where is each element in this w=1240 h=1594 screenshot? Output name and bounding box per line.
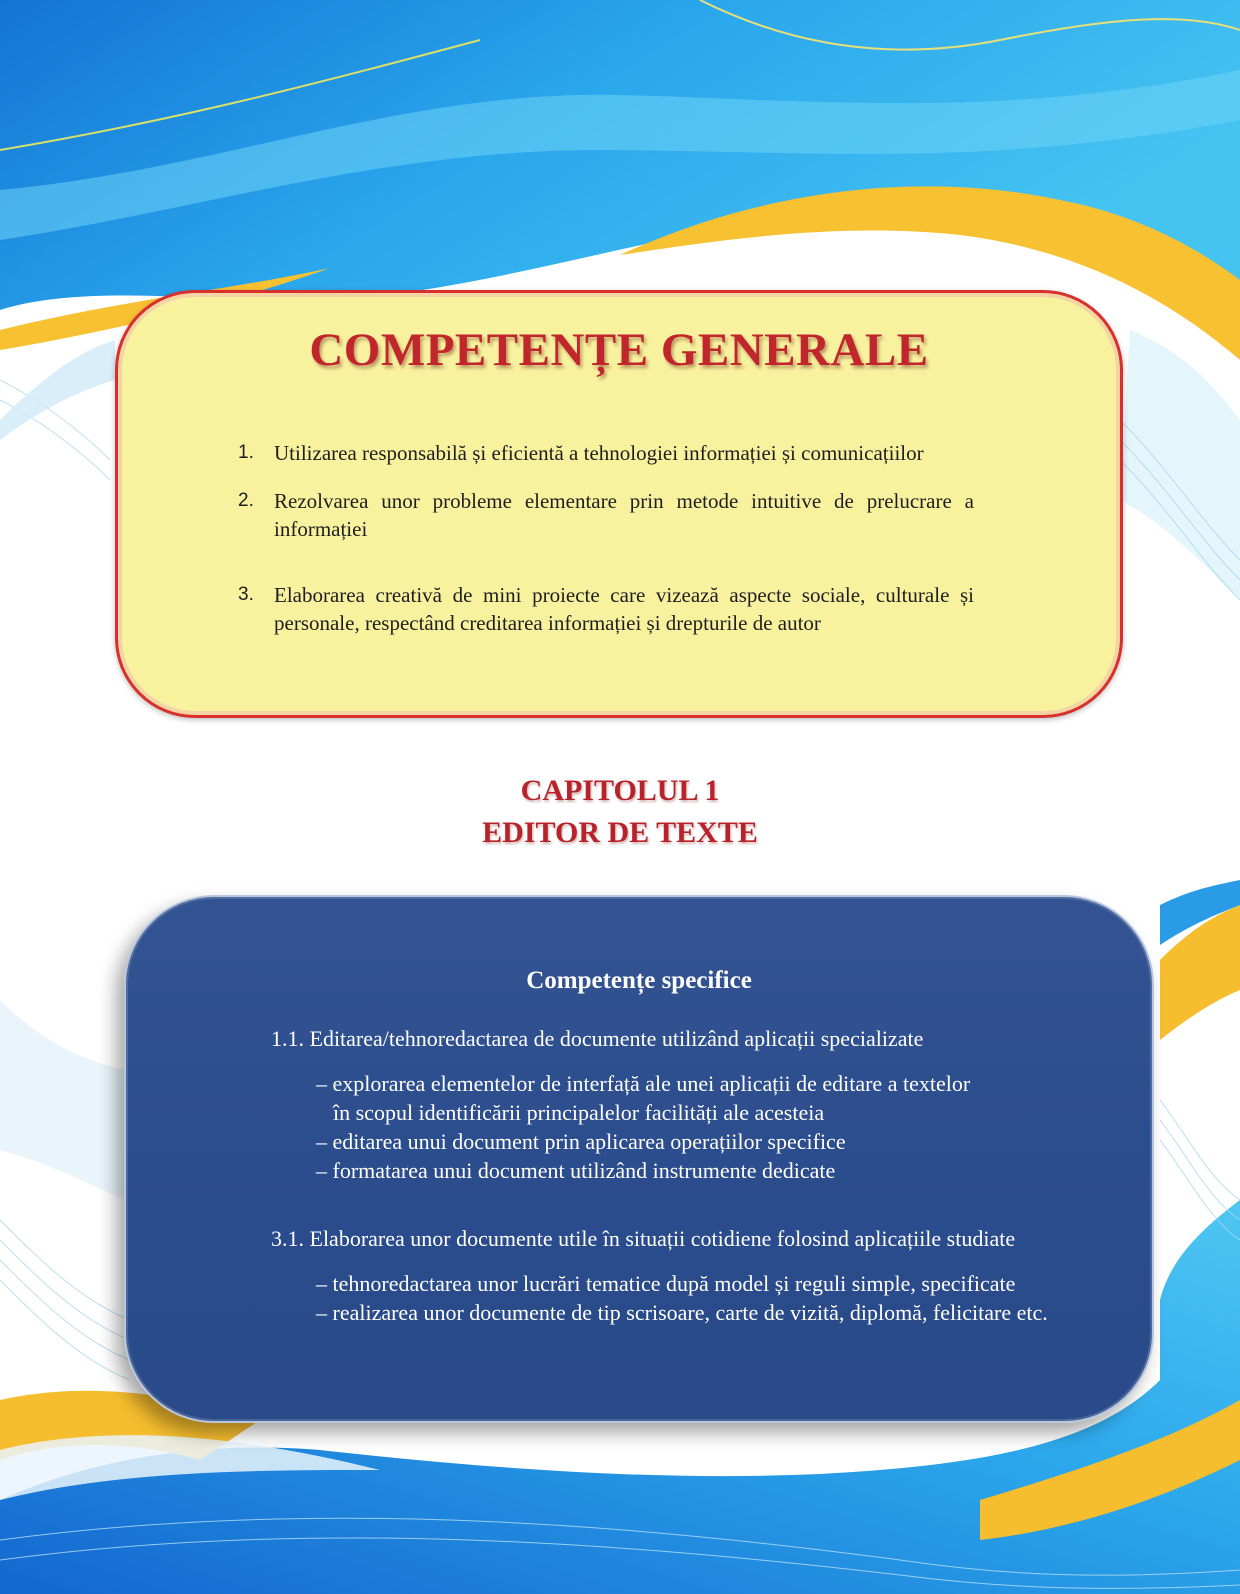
- list-item-number: 1.: [238, 442, 254, 463]
- list-item: [234, 487, 974, 543]
- list-item-text: Elaborarea creativă de mini proiecte care vizează aspecte sociale, culturale și personale, respectând creditarea informației și drepturile de autor: [274, 583, 974, 635]
- chapter-title: EDITOR DE TEXTE: [482, 816, 758, 849]
- detail-line: – formatarea unui document utilizând instrumente dedicate: [316, 1158, 836, 1183]
- general-competences-title: COMPETENȚE GENERALE: [309, 324, 929, 376]
- detail-line: – tehnoredactarea unor lucrări tematice după model și reguli simple, specificate: [316, 1271, 1016, 1296]
- specific-competences-title: Competențe specifice: [526, 967, 752, 994]
- detail-line: – explorarea elementelor de interfață ale unei aplicații de editare a textelor: [316, 1071, 971, 1096]
- general-competences-list: [234, 439, 974, 637]
- detail-line: – realizarea unor documente de tip scrisoare, carte de vizită, diplomă, felicitare etc.: [316, 1300, 1048, 1325]
- specific-competence-details: [316, 1069, 1146, 1185]
- specific-competences-panel: [124, 895, 1154, 1423]
- detail-line: – editarea unui document prin aplicarea operațiilor specifice: [316, 1129, 846, 1154]
- detail-line: în scopul identificării principalelor facilități ale acesteia: [333, 1100, 825, 1125]
- list-item-number: 2.: [238, 490, 254, 511]
- specific-competence-heading: 3.1. Elaborarea unor documente utile în situații cotidiene folosind aplicațiile studiate: [271, 1226, 1016, 1251]
- list-item-text: Rezolvarea unor probleme elementare prin metode intuitive de prelucrare a informației: [274, 489, 974, 541]
- specific-competence-heading: 1.1. Editarea/tehnoredactarea de documente utilizând aplicații specializate: [271, 1026, 924, 1051]
- specific-competence-details: [316, 1269, 1146, 1327]
- list-item: [234, 581, 974, 637]
- chapter-number: CAPITOLUL 1: [520, 774, 720, 807]
- general-competences-panel: [115, 290, 1123, 718]
- list-item-text: Utilizarea responsabilă și eficientă a tehnologiei informației și comunicațiilor: [274, 441, 924, 465]
- list-item: [234, 439, 974, 467]
- list-item-number: 3.: [238, 584, 254, 605]
